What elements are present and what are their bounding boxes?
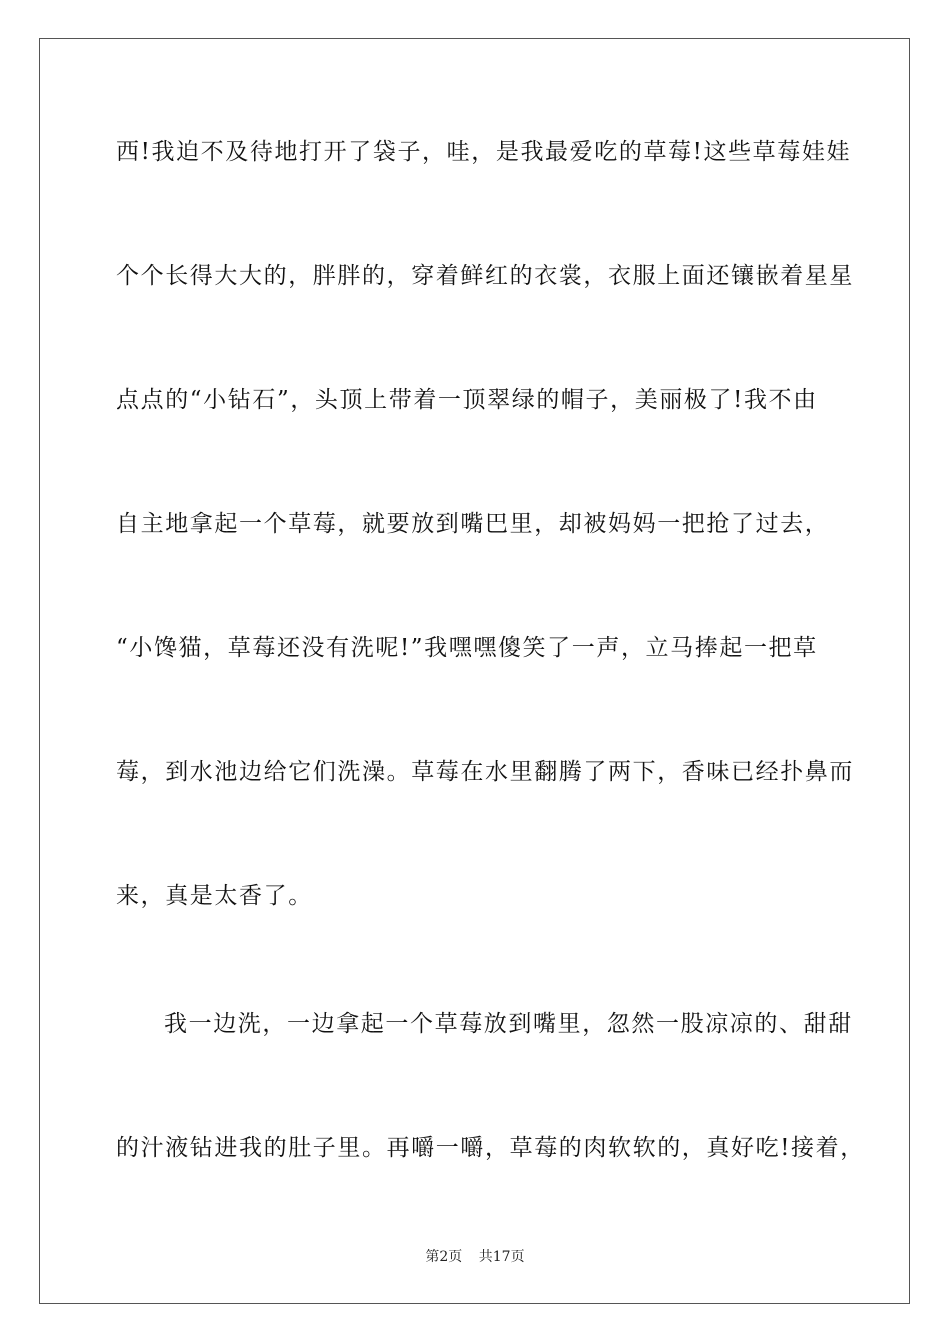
text-line: 点点的“小钻石”，头顶上带着一顶翠绿的帽子，美丽极了!我不由 — [116, 387, 818, 413]
text-line: 自主地拿起一个草莓，就要放到嘴巴里，却被妈妈一把抢了过去， — [116, 511, 830, 537]
text-line: 来，真是太香了。 — [116, 883, 313, 909]
text-line: 我一边洗，一边拿起一个草莓放到嘴里，忽然一股凉凉的、甜甜 — [164, 1011, 853, 1037]
page-border — [39, 38, 910, 1304]
page-footer — [0, 1246, 950, 1266]
text-line: 莓，到水池边给它们洗澡。草莓在水里翻腾了两下，香味已经扑鼻而 — [116, 759, 854, 785]
text-line: “小馋猫，草莓还没有洗呢!”我嘿嘿傻笑了一声，立马捧起一把草 — [116, 635, 818, 661]
page-total: 共17页 — [478, 1249, 525, 1265]
page-number: 第2页 — [425, 1249, 463, 1265]
text-line: 的汁液钻进我的肚子里。再嚼一嚼，草莓的肉软软的，真好吃!接着， — [116, 1135, 865, 1161]
text-line: 个个长得大大的，胖胖的，穿着鲜红的衣裳，衣服上面还镶嵌着星星 — [116, 263, 854, 289]
text-line: 西!我迫不及待地打开了袋子，哇，是我最爱吃的草莓!这些草莓娃娃 — [116, 139, 852, 165]
